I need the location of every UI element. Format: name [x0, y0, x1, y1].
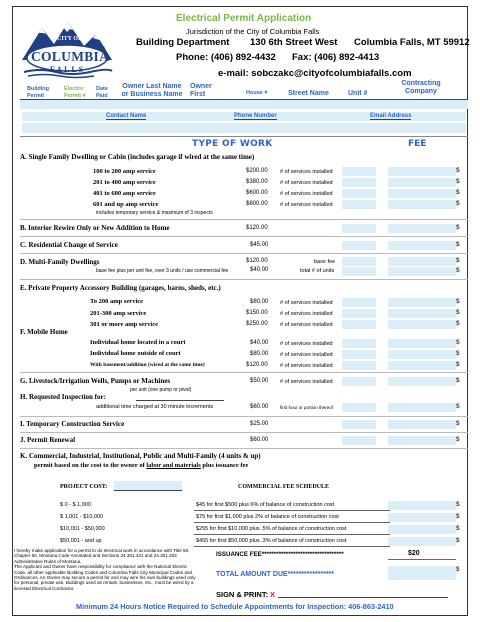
- section-i-dollar: $: [456, 420, 460, 427]
- form-title: Electrical Permit Application: [176, 13, 312, 24]
- section-a-row-1-qty[interactable]: [342, 167, 376, 176]
- section-e-row-2-services: # of services installed: [280, 311, 333, 317]
- schedule-row-3-range: $10,001 - $50,000: [60, 526, 105, 532]
- section-b-qty[interactable]: [342, 224, 376, 233]
- section-b-label: B. Interior Rewire Only or New Addition to Home: [20, 224, 170, 232]
- section-j-label: J. Permit Renewal: [20, 436, 76, 444]
- footer-notice: Minimum 24 Hours Notice Required to Schedule Appointments for Inspection: 406-863-2410: [76, 602, 394, 611]
- section-a-row-1-services: # of services installed: [280, 169, 333, 175]
- section-h-label: H. Requested Inspection for:: [20, 393, 106, 401]
- section-g-sub: per unit (one pump or pivot): [130, 387, 192, 393]
- schedule-row-4-dollar: $: [456, 537, 460, 544]
- section-b-dollar: $: [456, 224, 460, 231]
- section-c-dollar: $: [456, 241, 460, 248]
- section-a-row-2-dollar: $: [456, 178, 460, 185]
- divider-i: [20, 432, 468, 433]
- section-h-note: additional time charged at 30 minute increments: [96, 404, 214, 410]
- logo-city-of: CITY OF: [57, 36, 82, 42]
- section-d-base-qty[interactable]: [342, 257, 376, 266]
- section-a-row-4-services: # of services installed: [280, 202, 333, 208]
- logo-columbia: COLUMBIA: [31, 49, 110, 64]
- section-h-first-hour: first hour or portion thereof: [280, 405, 334, 410]
- department-city: Columbia Falls, MT 59912: [354, 37, 470, 48]
- divider-j: [20, 448, 468, 449]
- section-f-row-2-qty[interactable]: [342, 350, 376, 359]
- section-j-dollar: $: [456, 436, 460, 443]
- section-d-label: D. Multi-Family Dwellings: [20, 258, 100, 266]
- section-h-inspection-input[interactable]: [136, 400, 224, 401]
- section-f-row-2-label: Individual home outside of court: [90, 350, 181, 357]
- section-k-sub-underlined: labor and materials: [146, 462, 201, 469]
- section-f-label: F. Mobile Home: [20, 328, 68, 336]
- section-e-row-1-label: To 200 amp service: [90, 298, 144, 305]
- section-c-qty[interactable]: [342, 241, 376, 250]
- section-i-price: $25.00: [250, 421, 269, 427]
- section-f-row-1-label: Individual home located in a court: [90, 339, 186, 346]
- section-g-price: $50.00: [250, 378, 269, 384]
- section-e-row-1-qty[interactable]: [342, 298, 376, 307]
- sign-print-label: SIGN & PRINT:: [216, 590, 269, 599]
- section-f-basement-dollar: $: [456, 361, 460, 368]
- section-d-base-fee-input[interactable]: [388, 257, 456, 266]
- section-a-row-3-qty[interactable]: [342, 189, 376, 198]
- unit-number-header: Unit #: [348, 90, 368, 97]
- phone-number-header: Phone Number: [234, 113, 277, 119]
- section-e-row-3-fee[interactable]: [388, 320, 456, 329]
- electric-permit-header: Electric Permit #: [64, 86, 86, 99]
- contracting-company-header: Contracting Company: [401, 80, 441, 95]
- section-f-row-1-price: $40.00: [250, 340, 269, 346]
- schedule-row-3-fee: $255 for first $10,000 plus .5% of balance of construction cost: [196, 526, 347, 532]
- section-f-row-2-price: $80.00: [250, 351, 269, 357]
- section-a-row-3-services: # of services installed: [280, 191, 333, 197]
- section-a-note: includes temporary service & maximum of 3 inspects: [96, 210, 213, 216]
- fee-header: FEE: [408, 139, 427, 149]
- contact-name-header: Contact Name: [106, 113, 147, 119]
- section-a-row-4-qty[interactable]: [342, 200, 376, 209]
- section-h-fee[interactable]: [388, 403, 456, 412]
- divider-a: [20, 219, 468, 220]
- section-f-basement-services: # of services installed: [280, 363, 333, 369]
- section-f-row-1-fee[interactable]: [388, 339, 456, 348]
- street-name-header: Street Name: [288, 90, 329, 97]
- issuance-fee-line: [388, 559, 456, 560]
- schedule-row-2-fee: $75 for first $1,000 plus 2% of balance of construction cost: [196, 514, 339, 520]
- section-e-row-2-price: $150.00: [246, 310, 268, 316]
- total-amount-due-label: TOTAL AMOUNT DUE*****************: [216, 571, 334, 578]
- section-i-qty[interactable]: [342, 420, 376, 429]
- section-g-fee[interactable]: [388, 377, 456, 386]
- section-a-row-4-price: $800.00: [246, 201, 268, 207]
- section-j-qty[interactable]: [342, 436, 376, 445]
- type-of-work-header: TYPE OF WORK: [192, 139, 273, 149]
- section-f-row-1-qty[interactable]: [342, 339, 376, 348]
- section-c-label: C. Residential Change of Service: [20, 241, 118, 249]
- section-a-row-3-dollar: $: [456, 189, 460, 196]
- section-f-row-1-services: # of services installed: [280, 341, 333, 347]
- info-divider: [20, 99, 468, 100]
- date-paid-header: Date Paid: [96, 86, 108, 99]
- section-k-sub-pre: permit based on the cost to the owner of: [34, 462, 147, 469]
- section-d-base-fee: base fee: [314, 259, 336, 265]
- section-e-row-3-price: $250.00: [246, 321, 268, 327]
- divider-h: [20, 416, 468, 417]
- house-number-header: House #: [246, 90, 268, 96]
- section-b-fee[interactable]: [388, 224, 456, 233]
- section-a-row-1-fee[interactable]: [388, 167, 456, 176]
- section-j-fee[interactable]: [388, 436, 456, 445]
- department-phone: Phone: (406) 892-4432: [176, 52, 276, 63]
- section-a-row-4-dollar: $: [456, 200, 460, 207]
- section-e-row-3-services: # of services installed: [280, 322, 333, 328]
- schedule-row-3-amount[interactable]: [388, 525, 456, 534]
- department-email: e-mail: sobczakc@cityofcolumbiafalls.com: [218, 68, 412, 79]
- section-f-row-2-dollar: $: [456, 350, 460, 357]
- section-e-row-1-dollar: $: [456, 298, 460, 305]
- total-dollar: $: [456, 566, 460, 573]
- owner-info-input-row[interactable]: [20, 100, 468, 109]
- section-f-row-2-services: # of services installed: [280, 352, 333, 358]
- section-e-row-3-label: 301 or more amp service: [90, 321, 158, 328]
- section-b-price: $120.00: [246, 225, 268, 231]
- section-d-unit-price: $40.00: [250, 267, 269, 273]
- schedule-row-4-amount[interactable]: [388, 537, 456, 546]
- section-d-units-qty[interactable]: [342, 267, 376, 276]
- section-a-row-4-label: 601 and up amp service: [93, 201, 159, 208]
- section-g-services: # of services installed: [280, 379, 333, 385]
- section-d-units-fee[interactable]: [388, 267, 456, 276]
- section-f-row-1-dollar: $: [456, 339, 460, 346]
- schedule-row-1-amount[interactable]: [388, 501, 456, 510]
- contact-info-input-row-2[interactable]: [22, 123, 466, 133]
- schedule-row-1-fee: $45 for first $500 plus 6% of balance of construction cost: [196, 502, 335, 508]
- type-divider: [20, 136, 468, 137]
- section-i-fee[interactable]: [388, 420, 456, 429]
- section-d-dollar-1: $: [456, 257, 460, 264]
- department-name: Building Department: [136, 37, 230, 48]
- section-d-units-label: total # of units: [300, 268, 335, 274]
- section-e-row-3-dollar: $: [456, 320, 460, 327]
- owner-first-name-header: Owner First: [190, 83, 212, 98]
- issuance-fee-value: $20: [408, 550, 420, 557]
- section-d-note: base fee plus per unit fee, over 3 units / use commercial fee: [96, 268, 229, 274]
- section-c-fee[interactable]: [388, 241, 456, 250]
- schedule-line-2: [194, 522, 390, 523]
- section-d-dollar-2: $: [456, 267, 460, 274]
- section-a-row-2-services: # of services installed: [280, 180, 333, 186]
- section-h-dollar: $: [456, 403, 460, 410]
- section-a-row-3-price: $600.00: [246, 190, 268, 196]
- section-e-row-2-qty[interactable]: [342, 309, 376, 318]
- section-a-row-3-fee[interactable]: [388, 189, 456, 198]
- divider-b: [20, 236, 468, 237]
- section-f-basement-fee[interactable]: [388, 361, 456, 370]
- section-f-basement-price: $120.00: [246, 362, 268, 368]
- owner-last-name-header: Owner Last Name or Business Name: [121, 83, 183, 98]
- building-permit-header: Building Permit: [27, 86, 49, 99]
- schedule-line-1: [194, 510, 390, 511]
- schedule-row-1-range: $ 0 - $ 1,000: [60, 502, 91, 508]
- schedule-row-4-fee: $455 for first $50,000 plus .3% of balance of construction cost: [196, 538, 347, 544]
- project-cost-input[interactable]: [114, 481, 182, 491]
- section-k-label: K. Commercial, Industrial, Institutional, Public and Multi-Family (4 units & up): [20, 452, 261, 460]
- section-e-row-1-services: # of services installed: [280, 300, 333, 306]
- section-a-row-1-dollar: $: [456, 167, 460, 174]
- section-a-row-3-label: 401 to 600 amp service: [93, 190, 156, 197]
- section-e-row-1-fee[interactable]: [388, 298, 456, 307]
- section-e-row-2-label: 201-300 amp service: [90, 310, 147, 317]
- section-f-basement-label: With basement/addition (wired at the same time): [90, 362, 205, 368]
- section-a-row-2-qty[interactable]: [342, 178, 376, 187]
- section-k-sub-post: plus issuance fee: [200, 462, 249, 469]
- section-e-label: E. Private Property Accessory Building (garages, barns, sheds, etc.): [20, 284, 221, 292]
- divider-d: [20, 279, 468, 280]
- jurisdiction: Jurisdiction of the City of Columbia Falls: [186, 27, 320, 36]
- section-a-row-4-fee[interactable]: [388, 200, 456, 209]
- schedule-row-2-range: $ 1,001 - $10,000: [60, 514, 104, 520]
- section-a-row-2-label: 201 to 400 amp service: [93, 179, 156, 186]
- section-k-sub: [34, 462, 248, 469]
- issuance-fee-label: ISSUANCE FEE**********************************: [216, 551, 344, 558]
- legal-text: I hereby make application for a permit to do electrical work in accordance with Title 50, Chapter 60, Montana Code Annotated and Sections 24.301.421 and 24.301.203 Administrative Rules of Montana. The Applicant and Owner have responsibility for compliance with the National Electric Code, all other applicable Building Codes and Columbia Falls City Municipal Codes and Ordinances. An Owner may secure a permit for and may wire his own buildings used only for personal, private use. Buildings used as rentals, businesses, etc., must be wired by a licensed Electrical Contractor.: [14, 548, 196, 591]
- schedule-line-4: [194, 546, 390, 547]
- section-f-row-2-fee[interactable]: [388, 350, 456, 359]
- commercial-fee-schedule-title: COMMERCIAL FEE SCHEDULE: [238, 484, 330, 490]
- section-e-row-2-dollar: $: [456, 309, 460, 316]
- divider-f: [20, 372, 468, 373]
- total-amount-due-input[interactable]: [388, 566, 456, 580]
- schedule-row-2-dollar: $: [456, 513, 460, 520]
- section-a-row-1-label: 100 to 200 amp service: [93, 168, 156, 175]
- department-fax: Fax: (406) 892-4413: [292, 52, 380, 63]
- divider-c: [20, 253, 468, 254]
- section-f-basement-qty[interactable]: [342, 361, 376, 370]
- section-a-label: A. Single Family Dwelling or Cabin (includes garage if wired at the same time): [20, 153, 255, 161]
- sign-x-mark: X: [270, 590, 276, 599]
- section-j-price: $60.00: [250, 437, 269, 443]
- schedule-row-2-amount[interactable]: [388, 513, 456, 522]
- schedule-row-1-dollar: $: [456, 501, 460, 508]
- section-h-qty[interactable]: [342, 403, 376, 412]
- signature-line[interactable]: [278, 597, 448, 598]
- project-cost-label: PROJECT COST:: [60, 484, 108, 490]
- section-i-label: I. Temporary Construction Service: [20, 420, 125, 428]
- section-e-row-3-qty[interactable]: [342, 320, 376, 329]
- section-c-price: $45.00: [250, 242, 269, 248]
- city-logo: [20, 14, 114, 80]
- section-h-price: $60.00: [250, 404, 269, 410]
- email-address-header: Email Address: [370, 113, 412, 119]
- section-a-row-2-fee[interactable]: [388, 178, 456, 187]
- section-a-row-1-price: $200.00: [246, 168, 268, 174]
- schedule-row-3-dollar: $: [456, 525, 460, 532]
- section-g-qty[interactable]: [342, 377, 376, 386]
- section-d-price: $120.00: [246, 258, 268, 264]
- schedule-row-4-range: $50,001 - and up: [60, 538, 102, 544]
- section-g-dollar: $: [456, 377, 460, 384]
- schedule-line-3: [194, 534, 390, 535]
- section-e-row-2-fee[interactable]: [388, 309, 456, 318]
- section-e-row-1-price: $80.00: [250, 299, 269, 305]
- logo-falls: FALLS: [50, 65, 86, 74]
- section-g-label: G. Livestock/Irrigation Wells, Pumps or Machines: [20, 377, 171, 385]
- department-address: 130 6th Street West: [250, 37, 338, 48]
- section-a-row-2-price: $380.00: [246, 179, 268, 185]
